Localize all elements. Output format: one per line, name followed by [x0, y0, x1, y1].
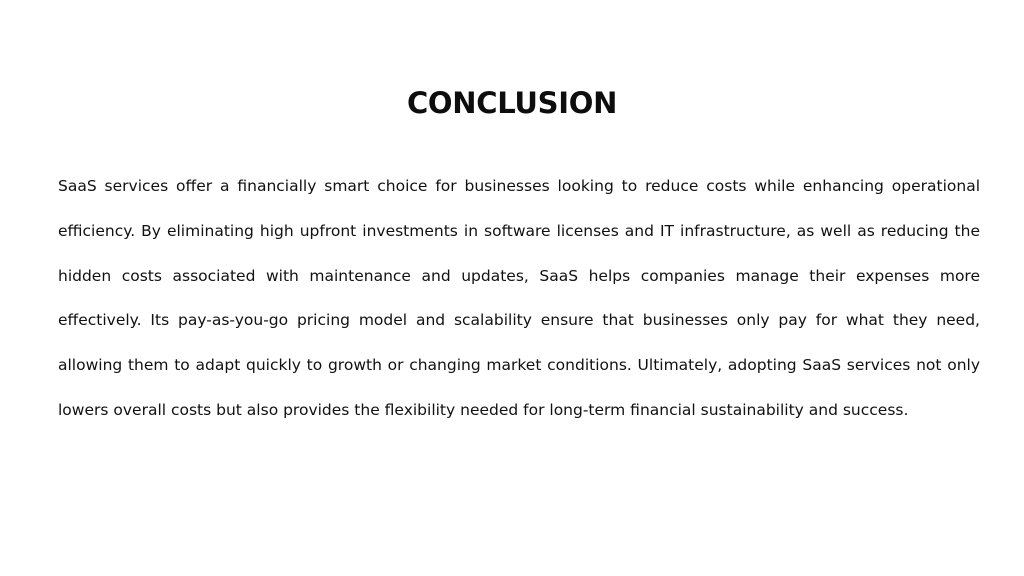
- conclusion-paragraph: SaaS services offer a financially smart choice for businesses looking to reduce costs while enhancing operational efficiency. By eliminating high upfront investments in software licenses and IT infrastructure, as well as reducing the hidden costs associated with maintenance and updates, SaaS helps companies manage their expenses more effectively. Its pay-as-you-go pricing model and scalability ensure that businesses only pay for what they need, allowing them to adapt quickly to growth or changing market conditions. Ultimately, adopting SaaS services not only lowers overall costs but also provides the flexibility needed for long-term financial sustainability and success.: [58, 177, 980, 419]
- slide-title: CONCLUSION: [406, 86, 618, 120]
